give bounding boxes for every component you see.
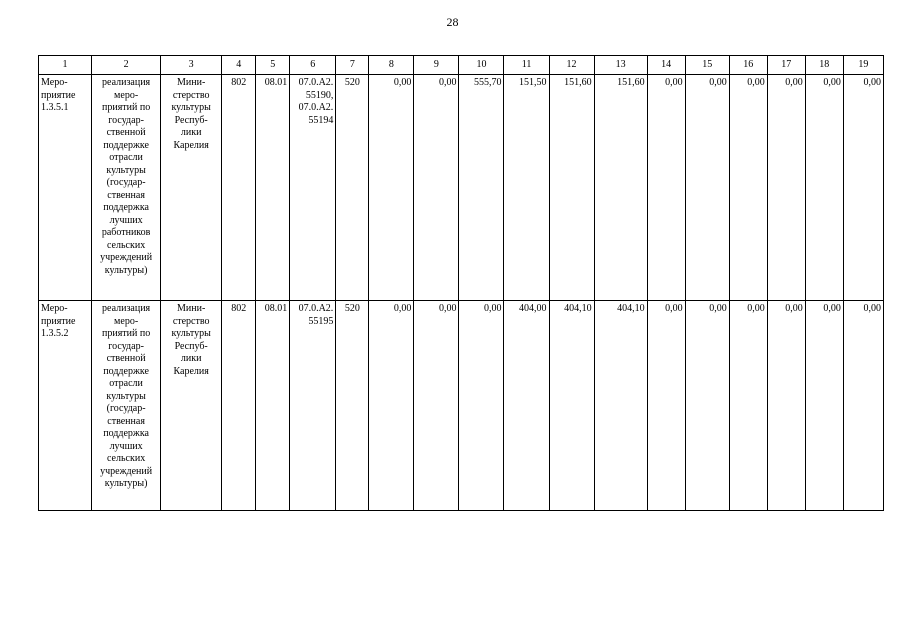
column-header: 3 [161, 56, 222, 75]
cell-6: 07.0.А2. 55195 [290, 301, 336, 511]
column-header: 7 [336, 56, 369, 75]
cell-8: 0,00 [369, 75, 414, 301]
column-header: 18 [805, 56, 843, 75]
cell-9: 0,00 [414, 75, 459, 301]
cell-15: 0,00 [685, 301, 729, 511]
cell-13: 404,10 [594, 301, 647, 511]
column-header: 5 [256, 56, 290, 75]
cell-7: 520 [336, 75, 369, 301]
cell-6: 07.0.А2. 55190, 07.0.А2. 55194 [290, 75, 336, 301]
cell-9: 0,00 [414, 301, 459, 511]
description-cell: реализация меро- приятий по государ- ственной поддержке отрасли культуры (государ- ственная поддержка лучших сельских учреждений культуры) [92, 301, 161, 511]
description-cell: реализация меро- приятий по государ- ственной поддержке отрасли культуры (государ- ственная поддержка лучших работников сельских учреждений культуры) [92, 75, 161, 301]
cell-16: 0,00 [729, 75, 767, 301]
cell-5: 08.01 [256, 75, 290, 301]
cell-19: 0,00 [843, 75, 883, 301]
budget-table [38, 55, 884, 511]
column-header: 19 [843, 56, 883, 75]
column-header: 10 [459, 56, 504, 75]
executor-cell: Мини- стерство культуры Респуб- лики Карелия [161, 301, 222, 511]
cell-11: 151,50 [504, 75, 549, 301]
column-header: 8 [369, 56, 414, 75]
column-header: 1 [39, 56, 92, 75]
column-header: 17 [767, 56, 805, 75]
cell-12: 404,10 [549, 301, 594, 511]
cell-4: 802 [222, 75, 256, 301]
cell-14: 0,00 [647, 301, 685, 511]
measure-cell: Меро- приятие 1.3.5.1 [39, 75, 92, 301]
cell-8: 0,00 [369, 301, 414, 511]
cell-18: 0,00 [805, 75, 843, 301]
column-header: 4 [222, 56, 256, 75]
cell-7: 520 [336, 301, 369, 511]
executor-cell: Мини- стерство культуры Респуб- лики Карелия [161, 75, 222, 301]
cell-10: 555,70 [459, 75, 504, 301]
page-number: 28 [446, 15, 459, 29]
cell-18: 0,00 [805, 301, 843, 511]
cell-13: 151,60 [594, 75, 647, 301]
cell-4: 802 [222, 301, 256, 511]
cell-15: 0,00 [685, 75, 729, 301]
table-header-row [39, 56, 884, 75]
column-header: 11 [504, 56, 549, 75]
table-row [39, 75, 884, 301]
column-header: 16 [729, 56, 767, 75]
measure-cell: Меро- приятие 1.3.5.2 [39, 301, 92, 511]
column-header: 2 [92, 56, 161, 75]
cell-10: 0,00 [459, 301, 504, 511]
column-header: 15 [685, 56, 729, 75]
cell-17: 0,00 [767, 75, 805, 301]
column-header: 14 [647, 56, 685, 75]
column-header: 6 [290, 56, 336, 75]
cell-19: 0,00 [843, 301, 883, 511]
column-header: 9 [414, 56, 459, 75]
cell-11: 404,00 [504, 301, 549, 511]
cell-17: 0,00 [767, 301, 805, 511]
column-header: 13 [594, 56, 647, 75]
column-header: 12 [549, 56, 594, 75]
table-row [39, 301, 884, 511]
cell-16: 0,00 [729, 301, 767, 511]
cell-5: 08.01 [256, 301, 290, 511]
cell-14: 0,00 [647, 75, 685, 301]
cell-12: 151,60 [549, 75, 594, 301]
